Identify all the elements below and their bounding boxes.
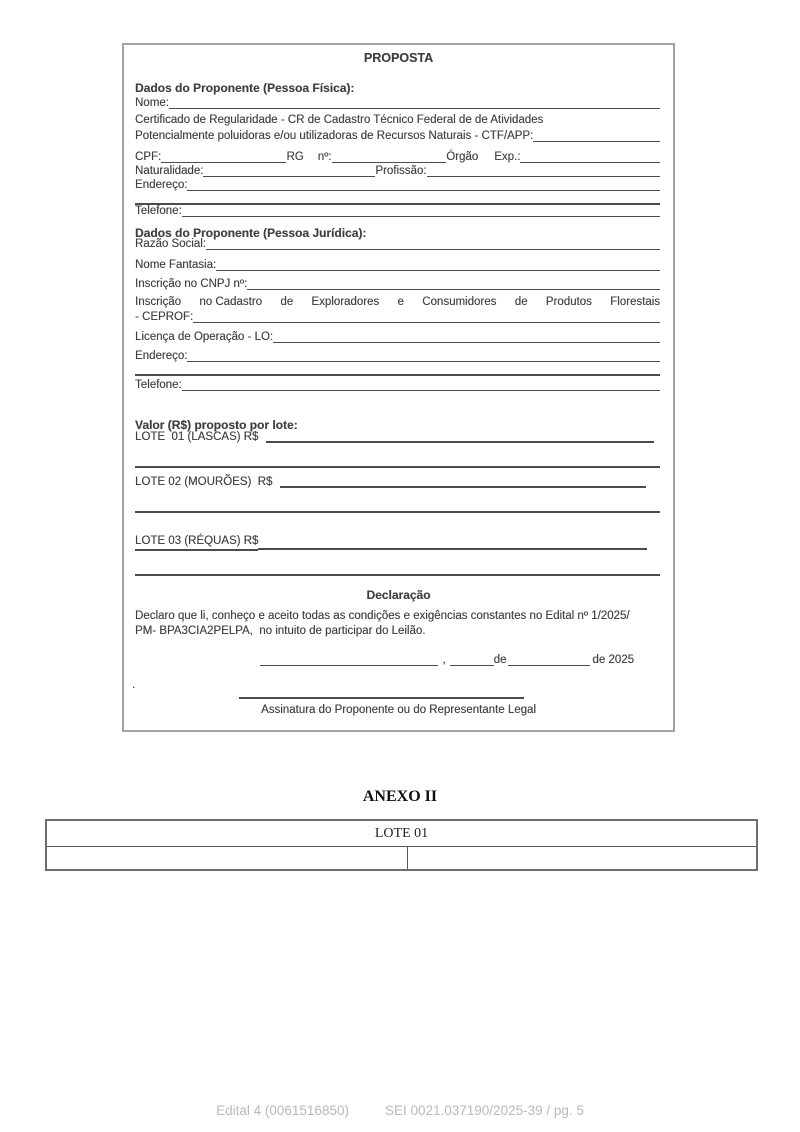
blank-fill-line bbox=[135, 374, 660, 376]
anexo-ii-title: ANEXO II bbox=[362, 788, 438, 805]
nome-label: Nome: bbox=[135, 97, 169, 109]
justified-word: de bbox=[514, 296, 528, 308]
naturalidade-label: Naturalidade: bbox=[135, 165, 204, 177]
field-row-lote2 bbox=[135, 474, 660, 489]
rg-label: RG bbox=[286, 151, 304, 163]
cpf-label: CPF: bbox=[135, 151, 162, 163]
month-fill-line bbox=[508, 665, 590, 666]
field-row-ceprof bbox=[135, 309, 660, 324]
profissao-label: Profissão: bbox=[375, 165, 427, 177]
justified-word: Inscrição bbox=[135, 296, 182, 308]
field-row-razao-social bbox=[135, 236, 660, 251]
lote2-fill-line bbox=[280, 486, 646, 488]
table-cell-right bbox=[408, 847, 758, 871]
table-row bbox=[46, 847, 757, 871]
justified-word: Produtos bbox=[545, 296, 592, 308]
form-title: PROPOSTA bbox=[363, 51, 434, 65]
declaracao-line2: PM- BPA3CIA2PELPA, no intuito de participar do Leilão. bbox=[135, 625, 426, 637]
field-row-nome bbox=[135, 95, 660, 110]
field-row-endereco-pj bbox=[135, 348, 660, 363]
telefone-pj-fill-line bbox=[182, 390, 660, 391]
continuation-line-lote2 bbox=[135, 499, 660, 514]
field-row-endereco-pf bbox=[135, 177, 660, 192]
field-row-nome-fantasia bbox=[135, 257, 660, 272]
field-row-lote1 bbox=[135, 429, 660, 444]
ctf-paragraph-line1: Certificado de Regularidade - CR de Cadastro Técnico Federal de de Atividades bbox=[135, 114, 544, 126]
comma-label: , bbox=[442, 654, 446, 666]
telefone-label: Telefone: bbox=[135, 205, 182, 217]
razao-social-fill-line bbox=[206, 249, 660, 250]
justified-word: e bbox=[397, 296, 404, 308]
nome-fantasia-fill-line bbox=[216, 270, 660, 271]
city-fill-line bbox=[260, 665, 438, 666]
cnpj-label: Inscrição no CNPJ nº: bbox=[135, 278, 248, 290]
continuation-line-pj bbox=[135, 362, 660, 377]
endereco-label: Endereço: bbox=[135, 179, 188, 191]
ceprof-label: - CEPROF: bbox=[135, 311, 194, 323]
lote3-fill-line bbox=[258, 548, 647, 550]
blank-fill-line bbox=[135, 511, 660, 513]
assinatura-label: Assinatura do Proponente ou do Representante Legal bbox=[261, 704, 536, 716]
page-footer bbox=[0, 1103, 800, 1118]
de-label: de bbox=[493, 654, 507, 666]
endereco-pj-label: Endereço: bbox=[135, 350, 188, 362]
field-row-lote3 bbox=[135, 536, 660, 551]
ceprof-fill-line bbox=[193, 322, 660, 323]
lote1-fill-line bbox=[266, 441, 654, 443]
justified-word: Florestais bbox=[610, 296, 660, 308]
field-row-cnpj bbox=[135, 276, 660, 291]
table-header-lote01: LOTE 01 bbox=[46, 820, 757, 847]
blank-fill-line bbox=[135, 574, 660, 576]
ctf-paragraph-line2-row bbox=[135, 128, 660, 143]
lote1-label: LOTE 01 (LASCAS) R$ bbox=[135, 431, 259, 443]
de-2025-label: de 2025 bbox=[592, 654, 634, 666]
footer-sei-label: SEI 0021.037190/2025-39 / pg. 5 bbox=[384, 1103, 584, 1118]
razao-social-label: Razão Social: bbox=[135, 238, 206, 250]
nome-fantasia-label: Nome Fantasia: bbox=[135, 259, 217, 271]
lote3-label: LOTE 03 (RÉQUAS) R$ bbox=[135, 535, 258, 551]
ctf-fill-line bbox=[533, 141, 660, 142]
justified-word: de bbox=[280, 296, 294, 308]
pj-section-header: Dados do Proponente (Pessoa Jurídica): bbox=[135, 226, 367, 240]
justified-word: Exploradores bbox=[311, 296, 380, 308]
footer-edital-label: Edital 4 (0061516850) bbox=[216, 1103, 349, 1118]
telefone-pj-label: Telefone: bbox=[135, 379, 182, 391]
licenca-fill-line bbox=[273, 342, 660, 343]
field-row-naturalidade bbox=[135, 163, 660, 178]
field-row-telefone-pj bbox=[135, 377, 660, 392]
nome-fill-line bbox=[169, 108, 660, 109]
telefone-fill-line bbox=[182, 216, 660, 217]
date-fill-row bbox=[135, 652, 660, 667]
stray-dot: . bbox=[132, 679, 136, 691]
orgao-label: Órgão bbox=[446, 151, 479, 163]
cnpj-fill-line bbox=[247, 289, 660, 290]
table-cell-left bbox=[46, 847, 408, 871]
blank-fill-line bbox=[135, 466, 660, 468]
lote2-label: LOTE 02 (MOURÕES) R$ bbox=[135, 476, 273, 488]
ctf-label: Potencialmente poluidoras e/ou utilizadoras de Recursos Naturais - CTF/APP: bbox=[135, 130, 534, 142]
field-row-licenca bbox=[135, 329, 660, 344]
table-header-row bbox=[46, 820, 757, 847]
continuation-line-lote3 bbox=[135, 562, 660, 577]
licenca-label: Licença de Operação - LO: bbox=[135, 331, 274, 343]
declaracao-line1: Declaro que li, conheço e aceito todas as condições e exigências constantes no Edital nº 1/2025/ bbox=[135, 610, 630, 622]
justified-word: no Cadastro bbox=[199, 296, 262, 308]
pf-section-header: Dados do Proponente (Pessoa Física): bbox=[135, 81, 355, 95]
day-fill-line bbox=[450, 665, 494, 666]
signature-line bbox=[239, 697, 524, 699]
continuation-line-lote1 bbox=[135, 454, 660, 469]
declaracao-header: Declaração bbox=[366, 588, 431, 602]
justified-word: Consumidores bbox=[422, 296, 497, 308]
proposta-form bbox=[122, 43, 675, 732]
lote-01-table bbox=[45, 819, 758, 871]
field-row-telefone-pf bbox=[135, 203, 660, 218]
rg-num-label: nº: bbox=[317, 151, 332, 163]
field-row-cpf-rg bbox=[135, 149, 660, 164]
valores-section-header: Valor (R$) proposto por lote: bbox=[135, 418, 298, 432]
exp-label: Exp.: bbox=[494, 151, 521, 163]
